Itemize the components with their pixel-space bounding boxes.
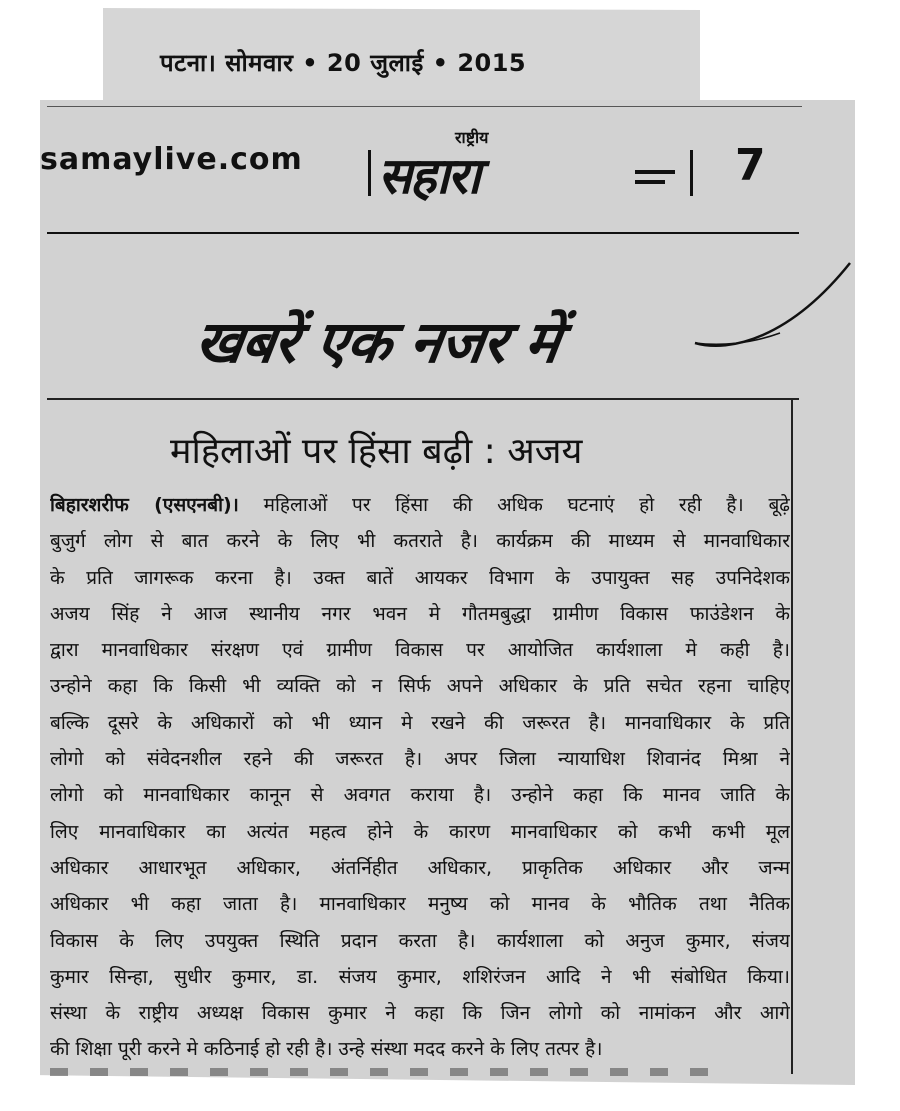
- article-line-text: महिलाओं पर हिंसा की अधिक घटनाएं हो रही है। बूढ़े: [238, 494, 790, 516]
- masthead-rule: [47, 232, 799, 234]
- article-headline: महिलाओं पर हिंसा बढ़ी : अजय: [170, 431, 583, 472]
- article-line: बुजुर्ग लोग से बात करने के लिए भी कतराते है। कार्यक्रम की माध्यम से मानवाधिकार: [50, 530, 790, 553]
- masthead-divider-right: [690, 150, 693, 196]
- article-line: संस्था के राष्ट्रीय अध्यक्ष विकास कुमार ने कहा कि जिन लोगो को नामांकन और आगे: [50, 1002, 790, 1025]
- masthead-logo: सहारा: [378, 147, 479, 205]
- masthead-divider-left: [368, 150, 371, 196]
- cut-off-text-fragment: [50, 1068, 730, 1076]
- article-body: [50, 487, 790, 1068]
- article-line: अधिकार आधारभूत अधिकार, अंतर्निहीत अधिकार, प्राकृतिक अधिकार और जन्म: [50, 856, 790, 879]
- article-line: लोगो को मानवाधिकार कानून से अवगत कराया है। उन्होने कहा कि मानव जाति के: [50, 784, 790, 807]
- article-line: लिए मानवाधिकार का अत्यंत महत्व होने के कारण मानवाधिकार को कभी कभी मूल: [50, 820, 790, 843]
- article-dateline: बिहारशरीफ (एसएनबी)।: [50, 494, 239, 516]
- article-line: बल्कि दूसरे के अधिकारों को भी ध्यान मे रखने की जरूरत है। मानवाधिकार के प्रति: [50, 711, 790, 734]
- article-line: अधिकार भी कहा जाता है। मानवाधिकार मनुष्य को मानव के भौतिक तथा नैतिक: [50, 893, 790, 916]
- article-box-top-rule: [47, 398, 799, 400]
- article-box-right-rule: [791, 398, 793, 1074]
- pen-swoosh-icon: [690, 258, 860, 358]
- masthead-dash-1: [635, 170, 675, 174]
- article-line: की शिक्षा पूरी करने मे कठिनाई हो रही है। उन्हे संस्था मदद करने के लिए तत्पर है।: [50, 1038, 603, 1061]
- article-line: अजय सिंह ने आज स्थानीय नगर भवन मे गौतमबुद्धा ग्रामीण विकास फाउंडेशन के: [50, 602, 790, 625]
- section-title: खबरें एक नजर में: [190, 308, 564, 376]
- article-line: के प्रति जागरूक करना है। उक्त बातें आयकर विभाग के उपायुक्त सह उपनिदेशक: [50, 566, 790, 589]
- website-url: samaylive.com: [40, 142, 303, 177]
- article-line: उन्होने कहा कि किसी भी व्यक्ति को न सिर्फ अपने अधिकार के प्रति सचेत रहना चाहिए: [50, 675, 790, 698]
- article-line: द्वारा मानवाधिकार संरक्षण एवं ग्रामीण विकास पर आयोजित कार्यशाला मे कही है।: [50, 639, 790, 662]
- article-line: लोगो को संवेदनशील रहने की जरूरत है। अपर जिला न्यायाधिश शिवानंद मिश्रा ने: [50, 748, 790, 771]
- article-line: कुमार सिन्हा, सुधीर कुमार, डा. संजय कुमार, शशिरंजन आदि ने भी संबोधित किया।: [50, 965, 790, 988]
- paper-dateline: पटना। सोमवार • 20 जुलाई • 2015: [160, 49, 527, 77]
- masthead-subtitle: राष्ट्रीय: [455, 128, 489, 147]
- top-rule: [47, 106, 802, 107]
- masthead-dash-2: [635, 180, 665, 184]
- article-line: [50, 487, 790, 523]
- article-line: विकास के लिए उपयुक्त स्थिति प्रदान करता है। कार्यशाला को अनुज कुमार, संजय: [50, 929, 790, 952]
- page-number: 7: [735, 140, 766, 191]
